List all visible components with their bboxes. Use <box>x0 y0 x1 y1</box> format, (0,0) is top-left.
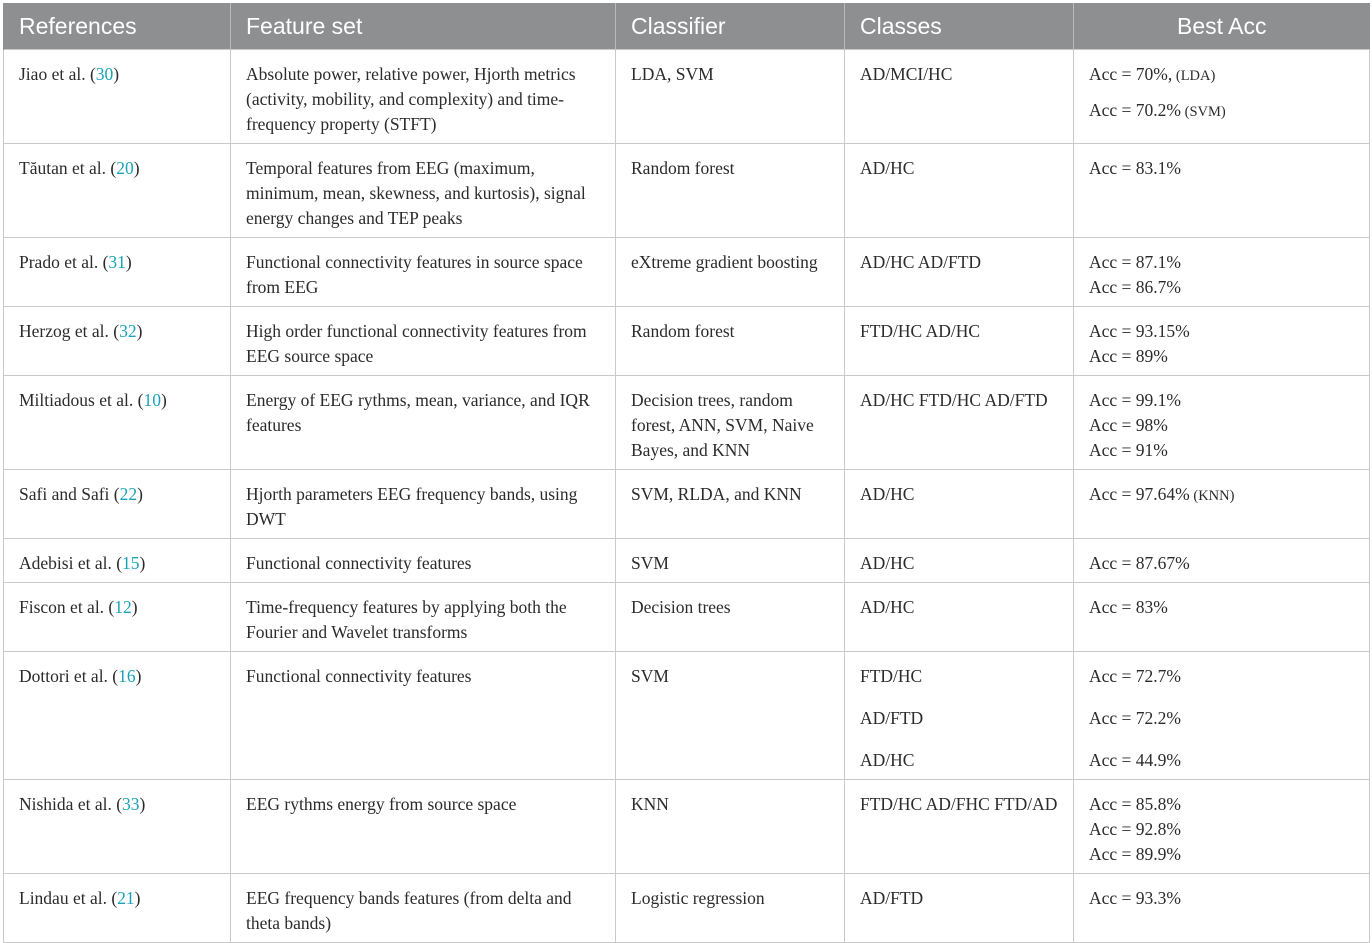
table-row <box>4 144 1370 238</box>
acc-value: Acc = 72.7% <box>1089 666 1181 686</box>
class-label: AD/HC <box>860 484 915 504</box>
table-header <box>4 3 1370 50</box>
citation-link[interactable]: 20 <box>116 158 134 178</box>
table-row <box>4 238 1370 307</box>
citation-link[interactable]: 32 <box>119 321 137 341</box>
reference-close: ) <box>139 794 146 814</box>
table-body <box>4 50 1370 943</box>
reference-cell <box>4 238 231 307</box>
class-label: FTD/HC AD/FHC FTD/AD <box>860 794 1058 814</box>
classifier-cell: SVM <box>616 652 845 780</box>
reference-close: ) <box>137 484 143 504</box>
classes-cell <box>845 238 1074 307</box>
best-acc-cell <box>1074 238 1370 307</box>
reference-cell <box>4 50 231 144</box>
class-label: AD/FTD <box>860 708 924 728</box>
classes-cell <box>845 307 1074 376</box>
classes-cell <box>845 652 1074 780</box>
acc-entry <box>1089 482 1357 509</box>
classifier-cell: eXtreme gradient boosting <box>616 238 845 307</box>
reference-name: Fiscon et al. ( <box>19 597 115 617</box>
acc-entry <box>1089 62 1357 89</box>
acc-value: Acc = 72.2% <box>1089 708 1181 728</box>
best-acc-cell <box>1074 376 1370 470</box>
class-label: AD/HC <box>860 750 915 770</box>
acc-value: Acc = 98% <box>1089 415 1168 435</box>
best-acc-cell <box>1074 307 1370 376</box>
header-feature-set: Feature set <box>231 3 616 50</box>
acc-value: Acc = 93.15% <box>1089 321 1190 341</box>
feature-set-cell: EEG frequency bands features (from delta and theta bands) <box>231 874 616 943</box>
feature-set-cell: Energy of EEG rythms, mean, variance, and IQR features <box>231 376 616 470</box>
classifier-cell: Decision trees <box>616 583 845 652</box>
feature-set-cell: Functional connectivity features in source space from EEG <box>231 238 616 307</box>
classes-cell <box>845 539 1074 583</box>
table-row <box>4 307 1370 376</box>
class-label: AD/FTD <box>860 888 924 908</box>
citation-link[interactable]: 21 <box>117 888 135 908</box>
classifier-cell: SVM <box>616 539 845 583</box>
classes-cell <box>845 376 1074 470</box>
reference-close: ) <box>125 252 132 272</box>
classifier-cell: KNN <box>616 780 845 874</box>
citation-link[interactable]: 30 <box>95 64 114 84</box>
acc-value: Acc = 87.67% <box>1089 553 1190 573</box>
acc-value: Acc = 70%, <box>1089 64 1173 84</box>
reference-close: ) <box>160 390 167 410</box>
class-label: AD/HC <box>860 553 915 573</box>
best-acc-cell <box>1074 470 1370 539</box>
header-references: References <box>4 3 231 50</box>
feature-set-cell: Time-frequency features by applying both the Fourier and Wavelet transforms <box>231 583 616 652</box>
best-acc-cell <box>1074 144 1370 238</box>
acc-value: Acc = 86.7% <box>1089 277 1181 297</box>
reference-cell <box>4 376 231 470</box>
citation-link[interactable]: 15 <box>122 553 140 573</box>
classes-cell <box>845 874 1074 943</box>
acc-value: Acc = 85.8% <box>1089 794 1181 814</box>
reference-close: ) <box>139 553 146 573</box>
reference-name: Safi and Safi ( <box>19 484 120 504</box>
table-row <box>4 583 1370 652</box>
classes-cell <box>845 780 1074 874</box>
acc-value: Acc = 44.9% <box>1089 750 1181 770</box>
citation-link[interactable]: 16 <box>118 666 136 686</box>
acc-note: (SVM) <box>1181 104 1226 120</box>
class-label: FTD/HC <box>860 666 923 686</box>
reference-name: Lindau et al. ( <box>19 888 118 908</box>
header-classes: Classes <box>845 3 1074 50</box>
reference-cell <box>4 652 231 780</box>
reference-cell <box>4 307 231 376</box>
acc-value: Acc = 97.64% <box>1089 484 1190 504</box>
reference-name: Prado et al. ( <box>19 252 109 272</box>
classes-cell <box>845 50 1074 144</box>
feature-set-cell: EEG rythms energy from source space <box>231 780 616 874</box>
best-acc-cell <box>1074 780 1370 874</box>
table-row <box>4 50 1370 144</box>
class-label: AD/MCI/HC <box>860 64 953 84</box>
header-best-acc: Best Acc <box>1074 3 1370 50</box>
citation-link[interactable]: 31 <box>108 252 126 272</box>
acc-entry <box>1089 156 1357 181</box>
acc-value: Acc = 92.8% <box>1089 819 1181 839</box>
table-row <box>4 539 1370 583</box>
header-classifier: Classifier <box>616 3 845 50</box>
classifier-cell: Random forest <box>616 307 845 376</box>
acc-value: Acc = 83.1% <box>1089 158 1181 178</box>
acc-value: Acc = 91% <box>1089 440 1168 460</box>
reference-close: ) <box>135 666 142 686</box>
reference-close: ) <box>113 64 120 84</box>
table-row <box>4 652 1370 780</box>
comparison-table-container <box>3 3 1369 943</box>
feature-set-cell: Temporal features from EEG (maximum, minimum, mean, skewness, and kurtosis), signal energy changes and TEP peaks <box>231 144 616 238</box>
class-label: AD/HC <box>860 597 915 617</box>
best-acc-cell <box>1074 539 1370 583</box>
class-label: AD/HC <box>860 158 915 178</box>
classes-cell <box>845 144 1074 238</box>
acc-note: (LDA) <box>1172 68 1216 84</box>
citation-link[interactable]: 33 <box>122 794 140 814</box>
reference-cell <box>4 470 231 539</box>
acc-value: Acc = 89% <box>1089 346 1168 366</box>
feature-set-cell: Absolute power, relative power, Hjorth metrics (activity, mobility, and complexity) and time-frequency property (STFT) <box>231 50 616 144</box>
feature-set-cell: Functional connectivity features <box>231 539 616 583</box>
feature-set-cell: High order functional connectivity features from EEG source space <box>231 307 616 376</box>
classifier-cell: Logistic regression <box>616 874 845 943</box>
class-label: AD/HC FTD/HC AD/FTD <box>860 390 1048 410</box>
class-label: FTD/HC AD/HC <box>860 321 981 341</box>
reference-cell <box>4 539 231 583</box>
class-label: AD/HC AD/FTD <box>860 252 982 272</box>
classifier-cell: SVM, RLDA, and KNN <box>616 470 845 539</box>
reference-cell <box>4 780 231 874</box>
citation-link[interactable]: 12 <box>114 597 132 617</box>
best-acc-cell <box>1074 874 1370 943</box>
reference-cell <box>4 144 231 238</box>
acc-entry <box>1089 98 1357 125</box>
acc-value: Acc = 93.3% <box>1089 888 1181 908</box>
acc-value: Acc = 83% <box>1089 597 1168 617</box>
classifier-cell: Random forest <box>616 144 845 238</box>
reference-name: Miltiadous et al. ( <box>19 390 144 410</box>
classes-cell <box>845 470 1074 539</box>
acc-value: Acc = 87.1% <box>1089 252 1181 272</box>
reference-name: Nishida et al. ( <box>19 794 123 814</box>
table-row <box>4 376 1370 470</box>
table-row <box>4 874 1370 943</box>
table-row <box>4 780 1370 874</box>
acc-value: Acc = 89.9% <box>1089 844 1181 864</box>
reference-close: ) <box>133 158 140 178</box>
best-acc-cell <box>1074 652 1370 780</box>
best-acc-cell <box>1074 50 1370 144</box>
reference-close: ) <box>136 321 143 341</box>
feature-set-cell: Hjorth parameters EEG frequency bands, using DWT <box>231 470 616 539</box>
reference-name: Adebisi et al. ( <box>19 553 123 573</box>
citation-link[interactable]: 10 <box>143 390 161 410</box>
classifier-cell: Decision trees, random forest, ANN, SVM, Naive Bayes, and KNN <box>616 376 845 470</box>
best-acc-cell <box>1074 583 1370 652</box>
reference-close: ) <box>131 597 138 617</box>
reference-cell <box>4 874 231 943</box>
acc-value: Acc = 70.2% <box>1089 100 1181 120</box>
classifier-cell: LDA, SVM <box>616 50 845 144</box>
classes-cell <box>845 583 1074 652</box>
acc-value: Acc = 99.1% <box>1089 390 1181 410</box>
feature-set-cell: Functional connectivity features <box>231 652 616 780</box>
reference-cell <box>4 583 231 652</box>
reference-name: Herzog et al. ( <box>19 321 120 341</box>
reference-name: Jiao et al. ( <box>19 64 96 84</box>
acc-note: (KNN) <box>1189 488 1235 504</box>
comparison-table <box>3 3 1370 943</box>
header-row <box>4 3 1370 50</box>
reference-close: ) <box>134 888 141 908</box>
reference-name: Tăutan et al. ( <box>19 158 117 178</box>
table-row <box>4 470 1370 539</box>
reference-name: Dottori et al. ( <box>19 666 119 686</box>
citation-link[interactable]: 22 <box>119 484 138 504</box>
